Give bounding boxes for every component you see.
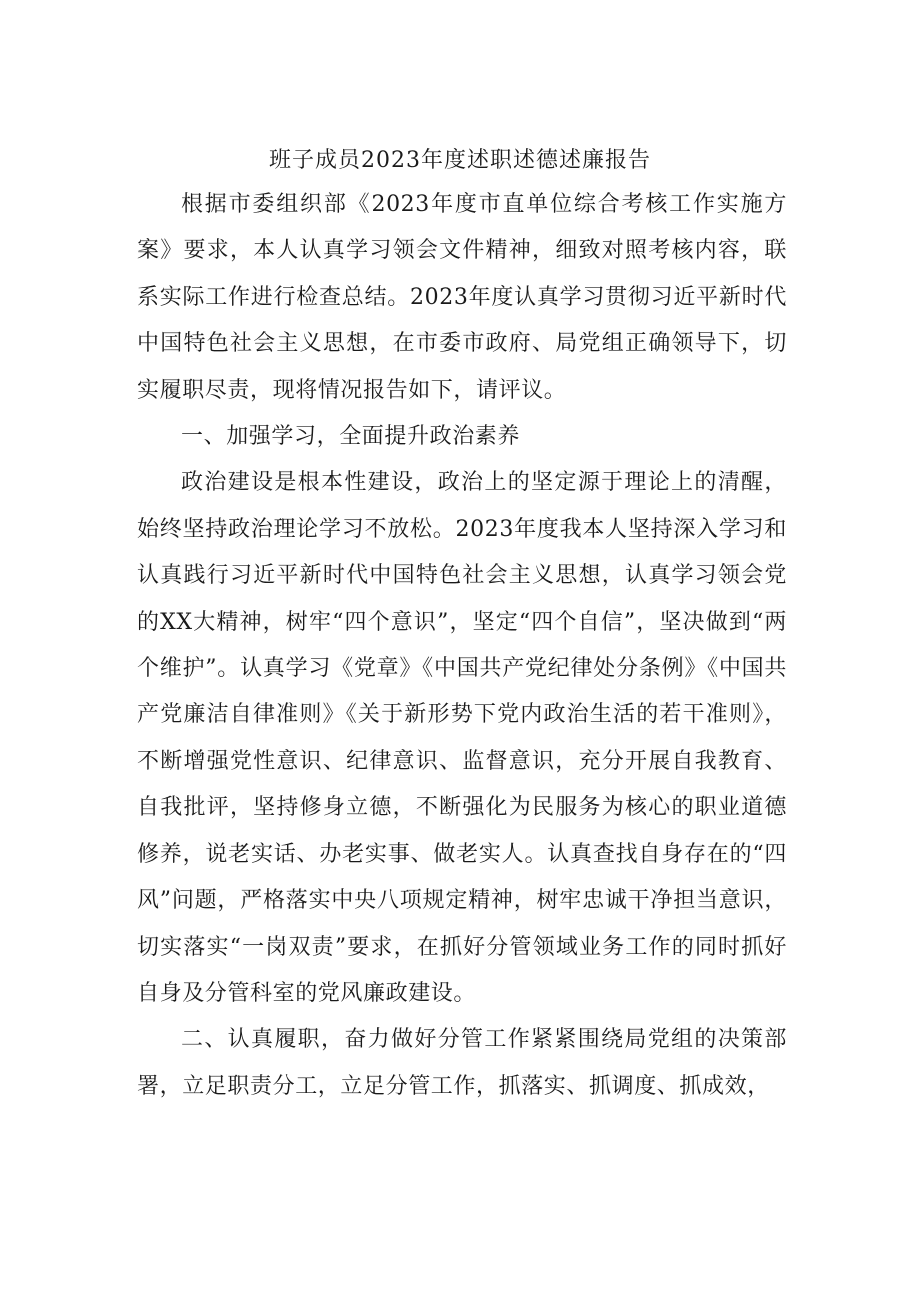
- section-1-paragraph: 政治建设是根本性建设，政治上的坚定源于理论上的清醒，始终坚持政治理论学习不放松。2023年度我本人坚持深入学习和认真践行习近平新时代中国特色社会主义思想，认真学习领会党的XX大精神，树牢“四个意识”，坚定“四个自信”，坚决做到“两个维护”。认真学习《党章》《中国共产党纪律处分条例》《中国共产党廉洁自律准则》《关于新形势下党内政治生活的若干准则》，不断增强党性意识、纪律意识、监督意识，充分开展自我教育、自我批评，坚持修身立德，不断强化为民服务为核心的职业道德修养，说老实话、办老实事、做老实人。认真查找自身存在的“四风”问题，严格落实中央八项规定精神，树牢忠诚干净担当意识，切实落实“一岗双责”要求，在抓好分管领域业务工作的同时抓好自身及分管科室的党风廉政建设。: [137, 470, 787, 1006]
- section-2-paragraph: 二、认真履职，奋力做好分管工作紧紧围绕局党组的决策部署，立足职责分工，立足分管工作，抓落实、抓调度、抓成效，: [137, 1027, 787, 1099]
- document-body: [137, 182, 787, 1110]
- section-1-heading: 一、加强学习，全面提升政治素养: [181, 424, 521, 450]
- document-title: 班子成员2023年度述职述德述廉报告: [269, 148, 651, 173]
- intro-paragraph: 根据市委组织部《2023年度市直单位综合考核工作实施方案》要求，本人认真学习领会文件精神，细致对照考核内容，联系实际工作进行检查总结。2023年度认真学习贯彻习近平新时代中国特色社会主义思想，在市委市政府、局党组正确领导下，切实履职尽责，现将情况报告如下，请评议。: [137, 192, 787, 403]
